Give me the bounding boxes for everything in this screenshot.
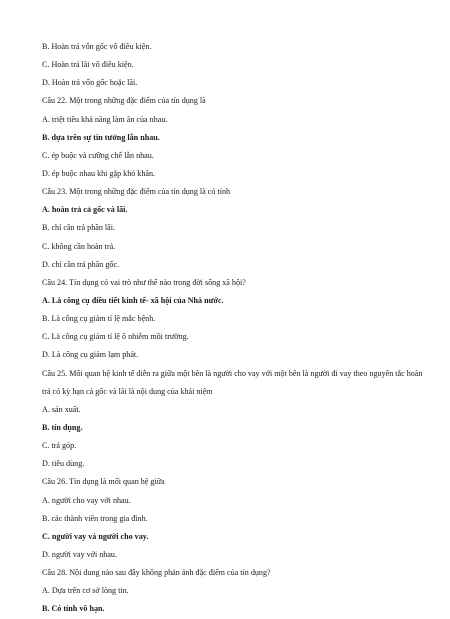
text-line: D. tiêu dùng. xyxy=(42,459,85,469)
text-line: Câu 25. Mối quan hệ kinh tế diễn ra giữa một bên là người cho vay với một bên là người đi vay theo nguyên tắc hoàn trả có kỳ hạn cả gốc và lãi là nội dung của khái niệm xyxy=(42,368,423,396)
answer-line-highlighted: C. người vay và người cho vay. xyxy=(42,531,149,541)
text-line: B. Hoàn trả vốn gốc vô điều kiện. xyxy=(42,42,152,51)
document-body xyxy=(42,38,432,619)
text-line: D. người vay với nhau. xyxy=(42,549,117,559)
text-line: Câu 28. Nội dung nào sau đây không phản ánh đặc điểm của tín dụng? xyxy=(42,568,271,578)
answer-line-highlighted: B. tín dụng. xyxy=(42,422,83,432)
text-line: A. triệt tiêu khả năng làm ăn của nhau. xyxy=(42,114,168,124)
text-line: A. sản xuất. xyxy=(42,404,81,414)
text-line: D. Là công cụ giảm lạm phát. xyxy=(42,350,139,360)
answer-line-highlighted: A. hoàn trả cả gốc và lãi. xyxy=(42,205,128,215)
text-line: D. ép buộc nhau khi gặp khó khăn. xyxy=(42,168,156,178)
text-line: D. chỉ cần trả phần gốc. xyxy=(42,259,120,269)
text-line: C. trả góp. xyxy=(42,441,77,451)
text-line: B. Là công cụ giảm tỉ lệ mắc bệnh. xyxy=(42,314,156,324)
text-line: C. không cần hoàn trả. xyxy=(42,241,116,251)
answer-line-highlighted: B. Có tính vô hạn. xyxy=(42,604,105,614)
text-line: Câu 23. Một trong những đặc điểm của tín dụng là có tính xyxy=(42,187,231,197)
text-line: Câu 24. Tín dụng có vai trò như thế nào trong đời sống xã hội? xyxy=(42,277,246,287)
text-line: C. ép buộc và cưỡng chế lẫn nhau. xyxy=(42,150,154,160)
text-line: A. người cho vay với nhau. xyxy=(42,495,131,505)
text-line: D. Hoàn trả vốn gốc hoặc lãi. xyxy=(42,78,138,88)
text-line: Câu 22. Một trong những đặc điểm của tín dụng là xyxy=(42,96,206,106)
text-line: B. chỉ cần trả phần lãi. xyxy=(42,223,116,233)
text-line: Câu 26. Tín dụng là mối quan hệ giữa xyxy=(42,477,165,487)
text-line: C. Là công cụ giảm tỉ lệ ô nhiễm môi trường. xyxy=(42,332,189,342)
text-line: C. Hoàn trả lãi vô điều kiện. xyxy=(42,60,134,70)
answer-line-highlighted: B. dựa trên sự tin tưởng lẫn nhau. xyxy=(42,132,160,142)
text-line: B. các thành viên trong gia đình. xyxy=(42,513,148,523)
answer-line-highlighted: A. Là công cụ điều tiết kinh tế- xã hội của Nhà nước. xyxy=(42,295,224,305)
text-line: A. Dựa trên cơ sở lòng tin. xyxy=(42,586,129,596)
